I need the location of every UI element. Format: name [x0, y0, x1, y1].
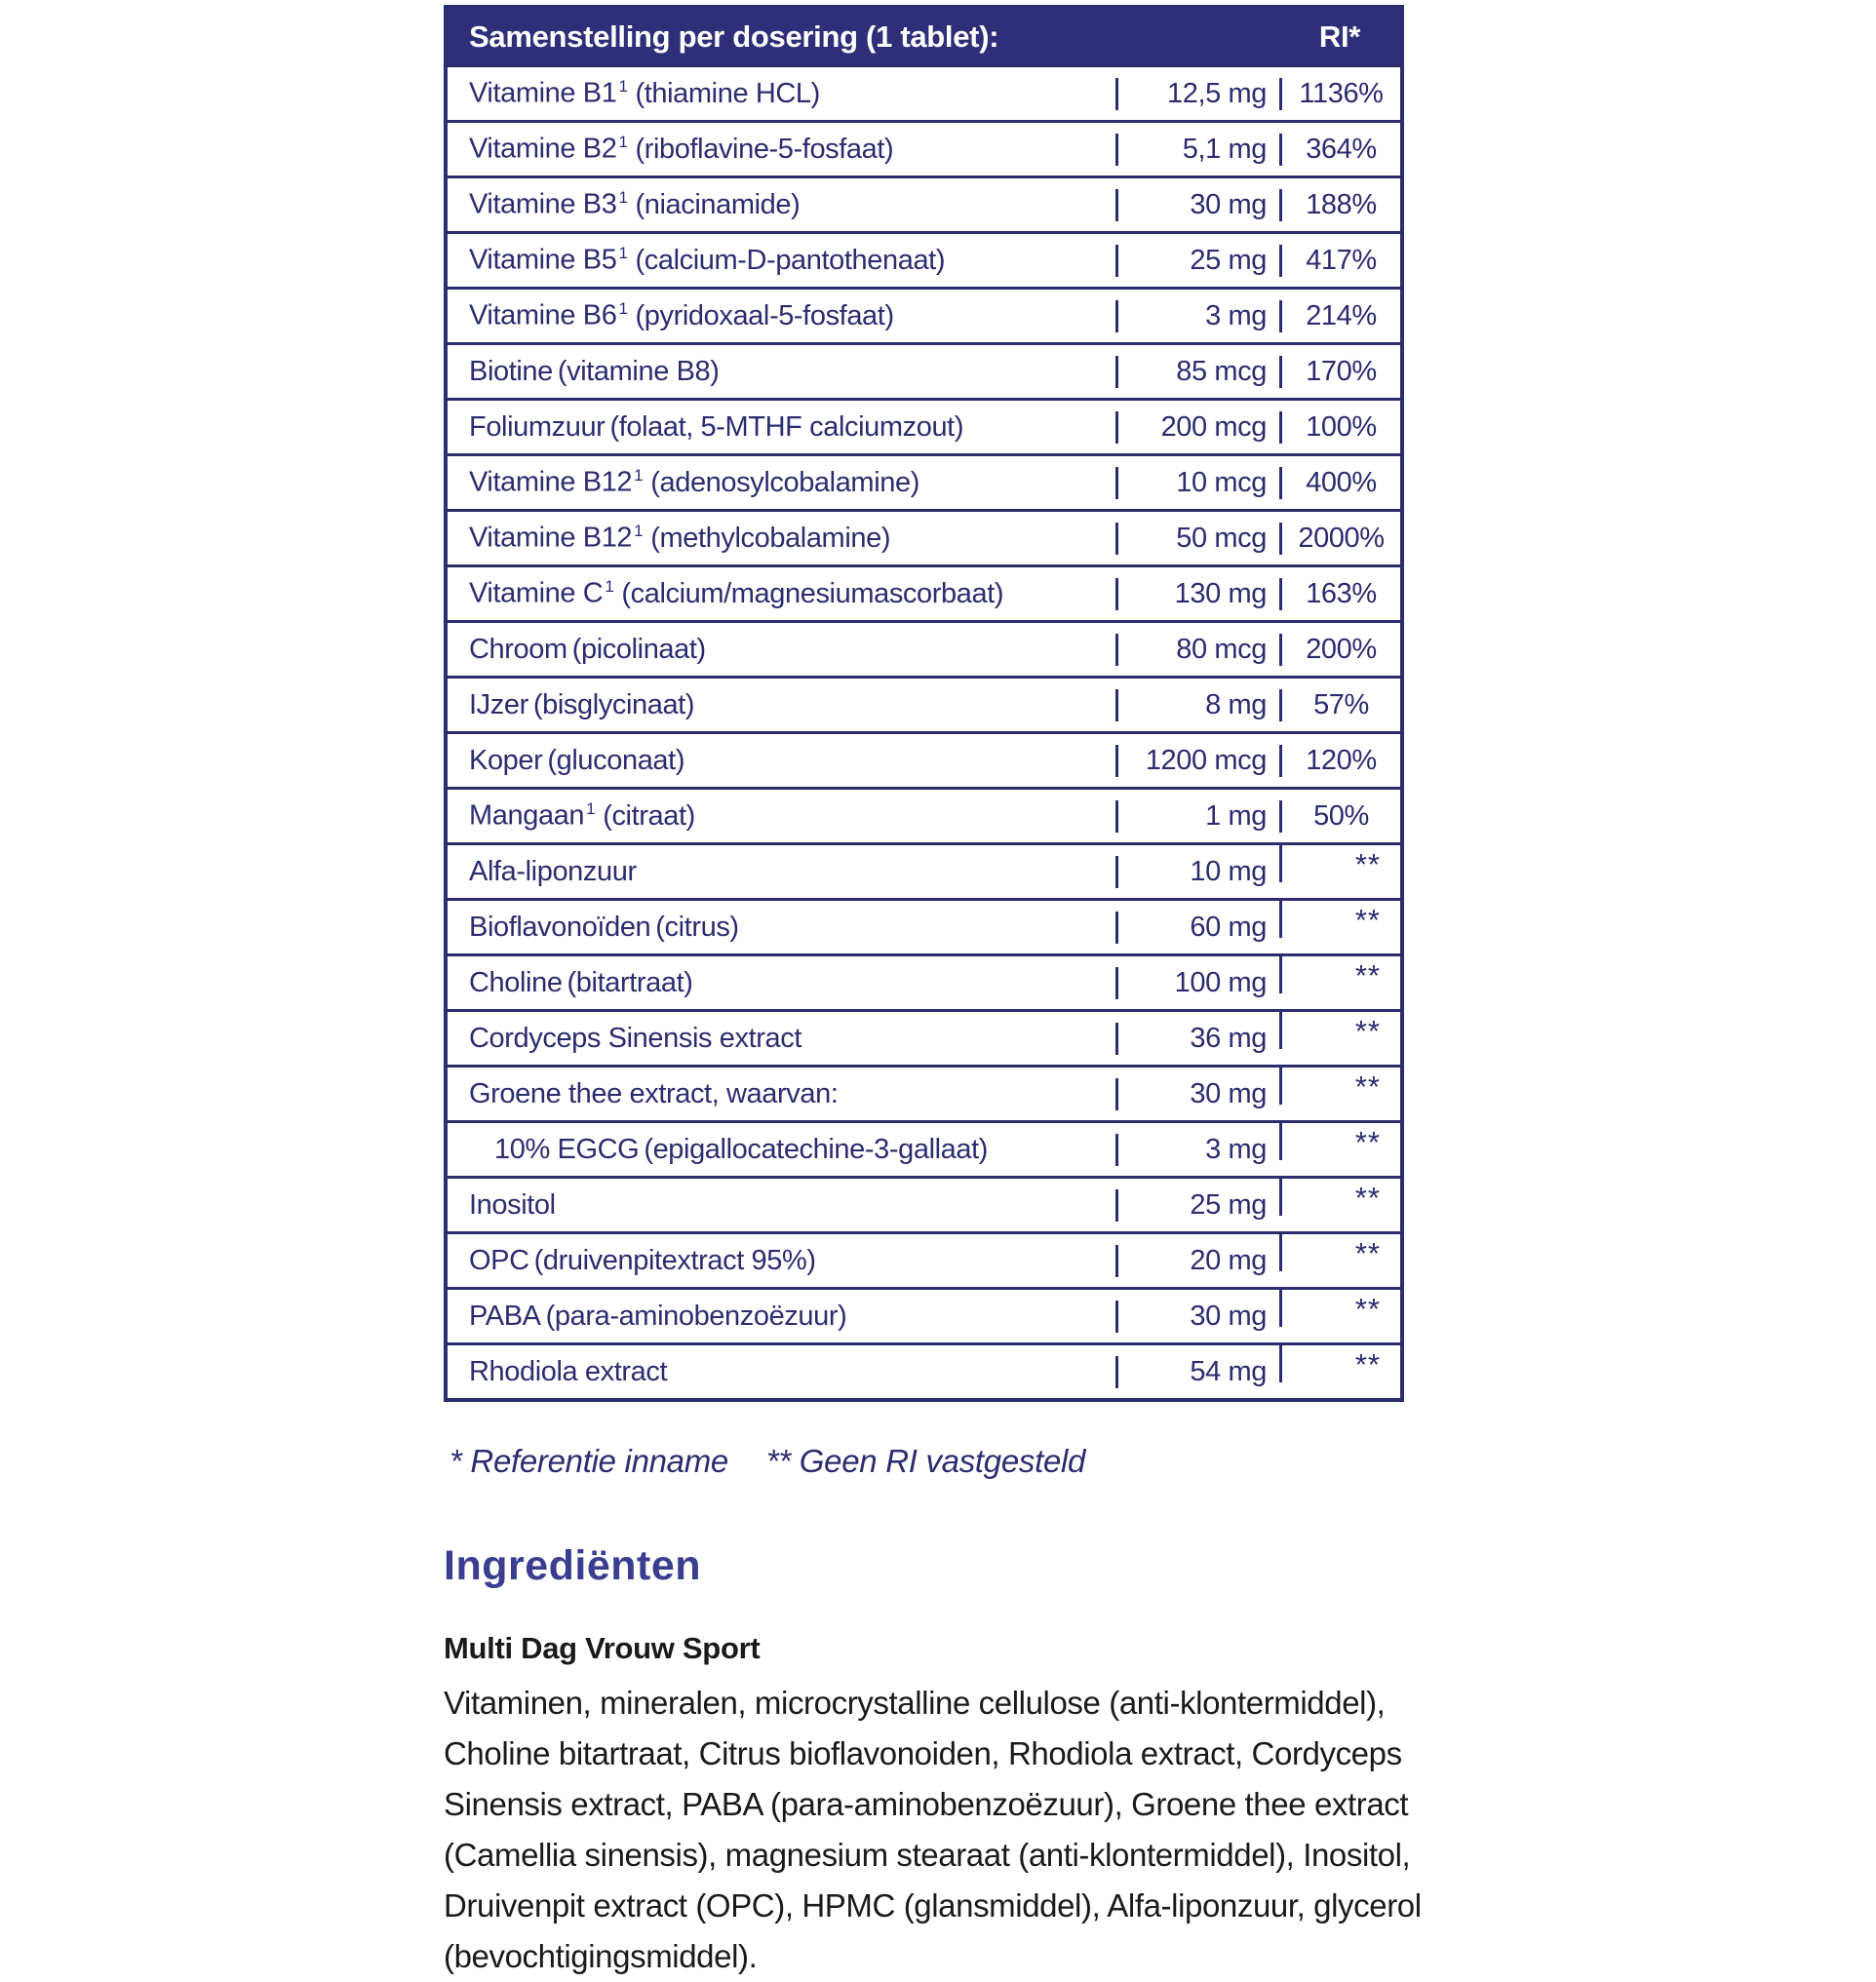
- ingredient-name: Groene thee extract, waarvan:: [469, 1077, 839, 1109]
- table-row: [448, 1342, 1400, 1398]
- ri-value: 188%: [1279, 189, 1400, 221]
- footnote-marker: 1: [618, 188, 628, 208]
- ingredient-form: (bitartraat): [567, 966, 693, 998]
- footnote-reference: * Referentie inname: [449, 1443, 728, 1479]
- ri-value: **: [1279, 1012, 1400, 1049]
- table-row: [448, 564, 1400, 620]
- ri-value: 100%: [1279, 411, 1400, 444]
- amount-value: 200 mcg: [1115, 411, 1279, 444]
- amount-value: 1 mg: [1115, 800, 1279, 833]
- amount-value: 30 mg: [1115, 1078, 1279, 1110]
- ri-value: **: [1279, 1290, 1400, 1327]
- ingredient-name: Choline (bitartraat): [469, 966, 693, 998]
- amount-value: 10 mg: [1115, 856, 1279, 888]
- table-row: [448, 953, 1400, 1009]
- footnote-marker: 1: [605, 577, 614, 597]
- table-row: [448, 287, 1400, 342]
- ingredient-form: (pyridoxaal-5-fosfaat): [635, 299, 894, 331]
- table-row: [448, 787, 1400, 842]
- ingredient-form: (riboflavine-5-fosfaat): [635, 133, 894, 165]
- ingredient-form: (epigallocatechine-3-gallaat): [644, 1133, 989, 1165]
- ingredient-form: (adenosylcobalamine): [650, 466, 919, 498]
- table-row: [448, 120, 1400, 175]
- ingredient-form: (calcium/magnesiumascorbaat): [621, 577, 1004, 609]
- table-row: [448, 1120, 1400, 1176]
- table-row: [448, 731, 1400, 787]
- label-content: [444, 5, 1477, 1982]
- amount-value: 30 mg: [1115, 189, 1279, 221]
- ingredient-name: Alfa-liponzuur: [469, 855, 637, 887]
- ri-value: 170%: [1279, 356, 1400, 388]
- amount-value: 50 mcg: [1115, 523, 1279, 555]
- ri-value: 200%: [1279, 634, 1400, 666]
- amount-value: 54 mg: [1115, 1356, 1279, 1388]
- table-row: [448, 342, 1400, 398]
- ingredient-name: PABA (para-aminobenzoëzuur): [469, 1300, 847, 1332]
- table-title: Samenstelling per dosering (1 tablet):: [469, 19, 999, 54]
- ri-value: 400%: [1279, 467, 1400, 499]
- ingredient-form: (calcium-D-pantothenaat): [635, 244, 946, 276]
- ingredients-heading: Ingrediënten: [444, 1542, 702, 1589]
- ingredient-form: (niacinamide): [635, 188, 801, 220]
- table-row: [448, 1065, 1400, 1120]
- ingredient-form: (picolinaat): [571, 633, 706, 665]
- composition-table-body: [448, 64, 1400, 1398]
- table-row: [448, 231, 1400, 287]
- ingredient-form: (gluconaat): [547, 744, 685, 776]
- ingredient-name: Inositol: [469, 1188, 556, 1221]
- ingredient-name: 10% EGCG (epigallocatechine-3-gallaat): [494, 1133, 989, 1165]
- ingredient-form: (folaat, 5-MTHF calciumzout): [609, 410, 964, 443]
- amount-value: 8 mg: [1115, 689, 1279, 721]
- amount-value: 85 mcg: [1115, 356, 1279, 388]
- ri-value: 57%: [1279, 689, 1400, 721]
- product-name: Multi Dag Vrouw Sport: [444, 1631, 761, 1665]
- ingredient-name: Vitamine B5 $^1$ (calcium-D-pantothenaat): [469, 244, 946, 276]
- composition-table-header: [448, 9, 1400, 64]
- amount-value: 60 mg: [1115, 912, 1279, 944]
- ingredient-name: IJzer (bisglycinaat): [469, 688, 695, 720]
- amount-value: 36 mg: [1115, 1023, 1279, 1055]
- ingredient-name: Rhodiola extract: [469, 1355, 668, 1387]
- composition-table: [444, 5, 1404, 1402]
- ingredient-name: Bioflavonoïden (citrus): [469, 911, 739, 943]
- ri-value: 2000%: [1279, 523, 1400, 555]
- table-row: [448, 175, 1400, 231]
- ingredient-name: Vitamine B3 $^1$ (niacinamide): [469, 188, 801, 220]
- ri-value: **: [1279, 1345, 1400, 1382]
- amount-value: 130 mg: [1115, 578, 1279, 610]
- ingredient-name: Vitamine C $^1$ (calcium/magnesiumascorbaat): [469, 577, 1004, 609]
- ri-value: 163%: [1279, 578, 1400, 610]
- ri-value: 417%: [1279, 245, 1400, 277]
- ingredient-form: (vitamine B8): [557, 355, 720, 387]
- footnote-marker: 1: [586, 799, 596, 819]
- table-row: [448, 898, 1400, 953]
- ri-value: **: [1279, 956, 1400, 993]
- footnote: [444, 1443, 1477, 1480]
- amount-value: 100 mg: [1115, 967, 1279, 999]
- ingredient-name: Vitamine B2 $^1$ (riboflavine-5-fosfaat): [469, 133, 894, 165]
- ingredients-text: Vitaminen, mineralen, microcrystalline cellulose (anti-klontermiddel), Choline bitartraat, Citrus bioflavonoiden, Rhodiola extract, Cordyceps Sinensis extract, PABA (para-aminobenzoëzuur), Groene thee extract (Camellia sinensis), magnesium stearaat (anti-klontermiddel), Inositol, Druivenpit extract (OPC), HPMC (glansmiddel), Alfa-liponzuur, glycerol (bevochtigingsmiddel).: [444, 1685, 1422, 1974]
- footnote-marker: 1: [634, 522, 644, 541]
- footnote-no-ri: ** Geen RI vastgesteld: [765, 1443, 1086, 1479]
- ingredient-name: Koper (gluconaat): [469, 744, 685, 776]
- ri-value: **: [1279, 1179, 1400, 1216]
- ri-value: **: [1279, 1068, 1400, 1105]
- ingredient-form: (citrus): [655, 911, 739, 943]
- ri-value: **: [1279, 901, 1400, 938]
- ingredient-form: (para-aminobenzoëzuur): [545, 1300, 847, 1332]
- amount-value: 1200 mcg: [1115, 745, 1279, 777]
- ingredient-form: (thiamine HCL): [635, 77, 820, 109]
- ingredient-form: (druivenpitextract 95%): [533, 1244, 816, 1276]
- ingredient-name: OPC (druivenpitextract 95%): [469, 1244, 816, 1276]
- ingredient-name: Chroom (picolinaat): [469, 633, 706, 665]
- amount-value: 3 mg: [1115, 300, 1279, 332]
- amount-value: 80 mcg: [1115, 634, 1279, 666]
- footnote-marker: 1: [618, 244, 628, 263]
- ingredient-name: Mangaan $^1$ (citraat): [469, 799, 695, 832]
- amount-value: 3 mg: [1115, 1134, 1279, 1166]
- ingredient-form: (bisglycinaat): [532, 688, 695, 720]
- ri-value: **: [1279, 845, 1400, 882]
- amount-value: 12,5 mg: [1115, 78, 1279, 110]
- ri-value: **: [1279, 1234, 1400, 1271]
- amount-value: 25 mg: [1115, 245, 1279, 277]
- ri-value: 214%: [1279, 300, 1400, 332]
- table-row: [448, 1176, 1400, 1231]
- ri-value: 364%: [1279, 134, 1400, 166]
- amount-value: 5,1 mg: [1115, 134, 1279, 166]
- footnote-marker: 1: [618, 77, 628, 97]
- ingredient-form: (methylcobalamine): [650, 522, 891, 554]
- table-row: [448, 509, 1400, 564]
- table-row: [448, 64, 1400, 120]
- ingredient-name: Cordyceps Sinensis extract: [469, 1022, 801, 1054]
- table-row: [448, 1287, 1400, 1342]
- amount-value: 30 mg: [1115, 1301, 1279, 1333]
- table-row: [448, 1231, 1400, 1287]
- table-row: [448, 1009, 1400, 1065]
- ingredient-name: Vitamine B6 $^1$ (pyridoxaal-5-fosfaat): [469, 299, 894, 331]
- amount-value: 25 mg: [1115, 1189, 1279, 1222]
- amount-value: 10 mcg: [1115, 467, 1279, 499]
- table-row: [448, 453, 1400, 509]
- table-row: [448, 842, 1400, 898]
- ingredient-name: Foliumzuur (folaat, 5-MTHF calciumzout): [469, 410, 964, 443]
- footnote-marker: 1: [618, 133, 628, 152]
- ingredient-name: Vitamine B1 $^1$ (thiamine HCL): [469, 77, 820, 109]
- ri-value: 50%: [1279, 800, 1400, 833]
- ingredient-name: Vitamine B12 $^1$ (methylcobalamine): [469, 522, 891, 554]
- ri-value: 120%: [1279, 745, 1400, 777]
- ingredient-name: Biotine (vitamine B8): [469, 355, 720, 387]
- ri-value: **: [1279, 1123, 1400, 1160]
- ingredient-form: (citraat): [603, 799, 695, 832]
- ri-column-header: RI*: [1318, 19, 1361, 54]
- footnote-marker: 1: [618, 299, 628, 319]
- amount-value: 20 mg: [1115, 1245, 1279, 1277]
- footnote-marker: 1: [634, 466, 644, 486]
- table-row: [448, 676, 1400, 731]
- ri-value: 1136%: [1279, 78, 1400, 110]
- table-row: [448, 620, 1400, 676]
- table-row: [448, 398, 1400, 453]
- ingredient-name: Vitamine B12 $^1$ (adenosylcobalamine): [469, 466, 919, 498]
